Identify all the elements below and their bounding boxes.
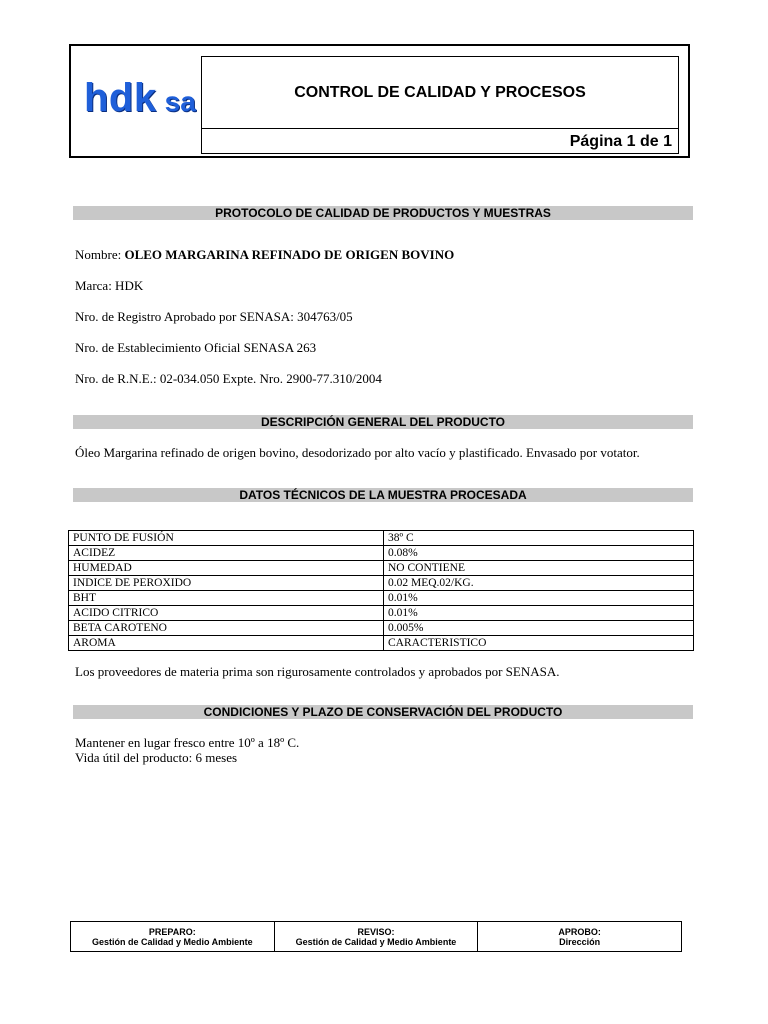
value-cell: CARACTERISTICO xyxy=(384,636,694,651)
section-header-technical: DATOS TÉCNICOS DE LA MUESTRA PROCESADA xyxy=(73,488,693,502)
company-logo xyxy=(84,76,196,121)
signature-approved xyxy=(478,922,682,952)
table-row xyxy=(69,576,694,591)
parameter-cell: PUNTO DE FUSIÓN xyxy=(69,531,384,546)
parameter-cell: BHT xyxy=(69,591,384,606)
table-row xyxy=(69,591,694,606)
table-row xyxy=(69,561,694,576)
parameter-cell: AROMA xyxy=(69,636,384,651)
table-row xyxy=(69,636,694,651)
signature-table xyxy=(70,921,682,952)
value-cell: 0.08% xyxy=(384,546,694,561)
signature-dept: Dirección xyxy=(559,936,601,947)
shelf-life: Vida útil del producto: 6 meses xyxy=(75,750,238,765)
signature-role: APROBO: xyxy=(558,926,601,937)
storage-conditions: Mantener en lugar fresco entre 10º a 18º C. xyxy=(75,735,300,750)
product-name-line xyxy=(75,247,454,263)
table-row xyxy=(69,531,694,546)
parameter-cell: ACIDEZ xyxy=(69,546,384,561)
value-cell: NO CONTIENE xyxy=(384,561,694,576)
rne-number: Nro. de R.N.E.: 02-034.050 Expte. Nro. 2900-77.310/2004 xyxy=(75,371,382,386)
description-text: Óleo Margarina refinado de origen bovino, desodorizado por alto vacío y plastificado. Envasado por votator. xyxy=(75,445,640,460)
signature-dept: Gestión de Calidad y Medio Ambiente xyxy=(91,936,253,947)
value-cell: 0.02 MEQ.02/KG. xyxy=(384,576,694,591)
signature-role: REVISO: xyxy=(357,926,395,937)
value-cell: 0.01% xyxy=(384,606,694,621)
parameter-cell: BETA CAROTENO xyxy=(69,621,384,636)
section-header-protocol: PROTOCOLO DE CALIDAD DE PRODUCTOS Y MUESTRAS xyxy=(73,206,693,220)
value-cell: 0.01% xyxy=(384,591,694,606)
signature-reviewed xyxy=(274,922,478,952)
logo-main-text: hdk xyxy=(84,76,157,120)
section-header-conditions: CONDICIONES Y PLAZO DE CONSERVACIÓN DEL PRODUCTO xyxy=(73,705,693,719)
suppliers-text: Los proveedores de materia prima son rigurosamente controlados y aprobados por SENASA. xyxy=(75,664,560,679)
product-brand: Marca: HDK xyxy=(75,278,144,293)
product-name-label: Nombre: xyxy=(75,247,122,262)
title-box xyxy=(201,56,679,154)
page-number: Página 1 de 1 xyxy=(569,132,672,150)
value-cell: 0.005% xyxy=(384,621,694,636)
senasa-registry: Nro. de Registro Aprobado por SENASA: 304763/05 xyxy=(75,309,353,324)
document-title: CONTROL DE CALIDAD Y PROCESOS xyxy=(202,57,678,129)
section-header-description: DESCRIPCIÓN GENERAL DEL PRODUCTO xyxy=(73,415,693,429)
table-row xyxy=(69,546,694,561)
signature-prepared xyxy=(71,922,275,952)
logo-suffix-text: sa xyxy=(164,86,196,117)
technical-data-table xyxy=(68,530,694,651)
value-cell: 38º C xyxy=(384,531,694,546)
document-header xyxy=(69,44,690,158)
parameter-cell: ACIDO CITRICO xyxy=(69,606,384,621)
parameter-cell: INDICE DE PEROXIDO xyxy=(69,576,384,591)
signature-dept: Gestión de Calidad y Medio Ambiente xyxy=(295,936,457,947)
parameter-cell: HUMEDAD xyxy=(69,561,384,576)
senasa-establishment: Nro. de Establecimiento Oficial SENASA 263 xyxy=(75,340,317,355)
table-row xyxy=(69,606,694,621)
signature-role: PREPARO: xyxy=(148,926,196,937)
product-name-value: OLEO MARGARINA REFINADO DE ORIGEN BOVINO xyxy=(124,247,455,262)
table-row xyxy=(69,621,694,636)
